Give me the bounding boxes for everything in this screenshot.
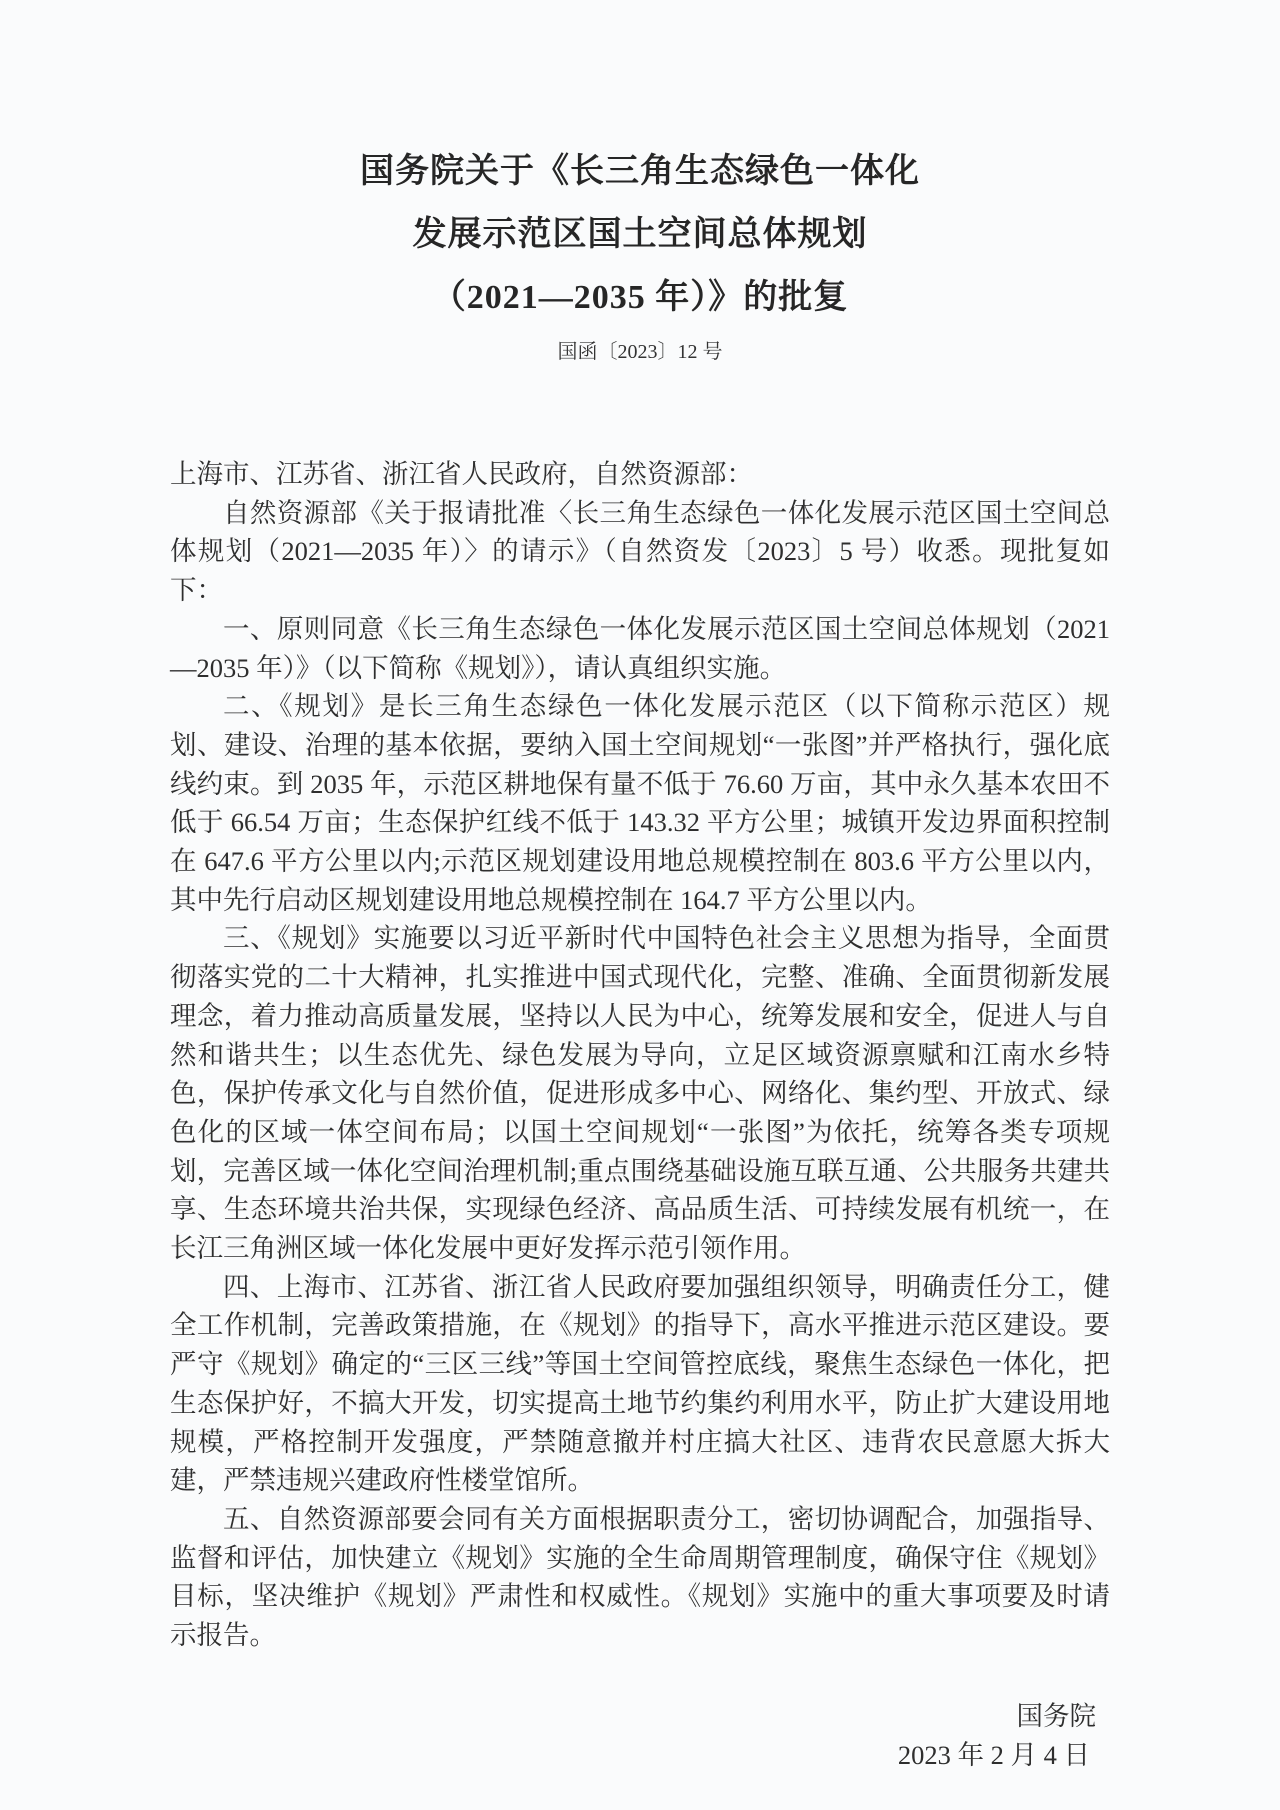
salutation: 上海市、江苏省、浙江省人民政府，自然资源部： <box>170 459 753 489</box>
paragraph-item-3: 三、《规划》实施要以习近平新时代中国特色社会主义思想为指导，全面贯彻落实党的二十大精神，扎实推进中国式现代化，完整、准确、全面贯彻新发展理念，着力推动高质量发展，坚持以人民为中心，统筹发展和安全，促进人与自然和谐共生；以生态优先、绿色发展为导向，立足区域资源禀赋和江南水乡特色，保护传承文化与自然价值，促进形成多中心、网络化、集约型、开放式、绿色化的区域一体空间布局；以国土空间规划“一张图”为依托，统筹各类专项规划，完善区域一体化空间治理机制;重点围绕基础设施互联互通、公共服务共建共享、生态环境共治共保，实现绿色经济、高品质生活、可持续发展有机统一，在长江三角洲区域一体化发展中更好发挥示范引领作用。 <box>170 923 1110 1264</box>
paragraph-item-5: 五、自然资源部要会同有关方面根据职责分工，密切协调配合，加强指导、监督和评估，加快建立《规划》实施的全生命周期管理制度，确保守住《规划》目标，坚决维护《规划》严肃性和权威性。《规划》实施中的重大事项要及时请示报告。 <box>170 1503 1110 1651</box>
title-line-2: 发展示范区国土空间总体规划 <box>412 216 868 253</box>
document-body <box>170 455 1110 1655</box>
document-title <box>170 140 1110 329</box>
paragraph-item-1: 一、原则同意《长三角生态绿色一体化发展示范区国土空间总体规划（2021—2035 年）》（以下简称《规划》），请认真组织实施。 <box>170 613 1110 683</box>
paragraph-item-4: 四、上海市、江苏省、浙江省人民政府要加强组织领导，明确责任分工，健全工作机制，完善政策措施，在《规划》的指导下，高水平推进示范区建设。要严守《规划》确定的“三区三线”等国土空间管控底线，聚焦生态绿色一体化，把生态保护好，不搞大开发，切实提高土地节约集约利用水平，防止扩大建设用地规模，严格控制开发强度，严禁随意撤并村庄搞大社区、违背农民意愿大拆大建，严禁违规兴建政府性楼堂馆所。 <box>170 1271 1110 1496</box>
signature-signer: 国务院 <box>1016 1700 1096 1731</box>
paragraph-intro: 自然资源部《关于报请批准〈长三角生态绿色一体化发展示范区国土空间总体规划（2021—2035 年）〉的请示》（自然资发〔2023〕5 号）收悉。现批复如下： <box>170 497 1110 606</box>
doc-number: 国函〔2023〕12 号 <box>557 341 723 363</box>
signature-date: 2023 年 2 月 4 日 <box>897 1739 1090 1770</box>
signature-block <box>170 1697 1110 1774</box>
title-line-3: （2021—2035 年）》的批复 <box>431 279 849 316</box>
paragraph-item-2: 二、《规划》是长三角生态绿色一体化发展示范区（以下简称示范区）规划、建设、治理的基本依据，要纳入国土空间规划“一张图”并严格执行，强化底线约束。到 2035 年，示范区耕地保有量不低于 76.60 万亩，其中永久基本农田不低于 66.54 万亩；生态保护红线不低于 143.32 平方公里；城镇开发边界面积控制在 647.6 平方公里以内;示范区规划建设用地总规模控制在 803.6 平方公里以内，其中先行启动区规划建设用地总规模控制在 164.7 平方公里以内。 <box>170 691 1110 915</box>
title-line-1: 国务院关于《长三角生态绿色一体化 <box>360 153 920 190</box>
